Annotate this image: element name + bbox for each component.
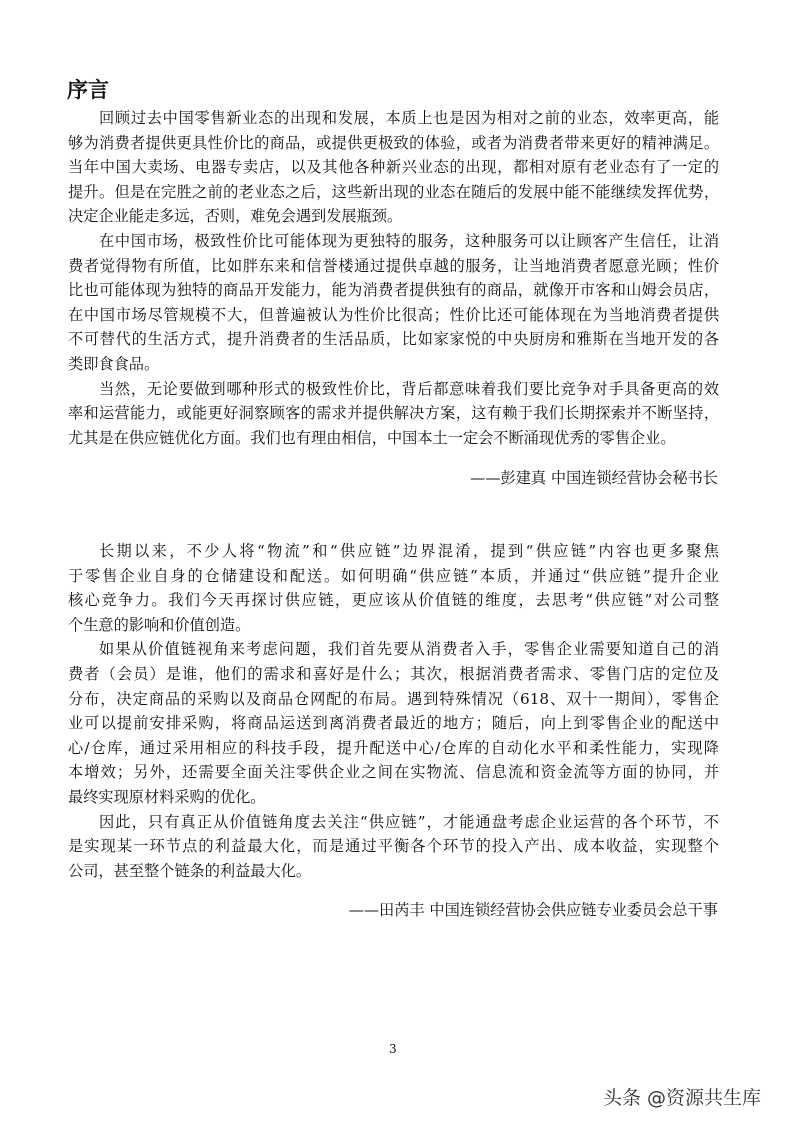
signature-1: ——彭建真 中国连锁经营协会秘书长 [470, 469, 718, 487]
paragraph-line: 尤其是在供应链优化方面。我们也有理由相信，中国本土一定会不断涌现优秀的零售企业。 [68, 428, 676, 447]
paragraph-line: 费者觉得物有所值，比如胖东来和信誉楼通过提供卓越的服务，让当地消费者愿意光顾；性价 [68, 256, 719, 275]
preface-section-2 [68, 539, 719, 883]
paragraph-line: 本增效；另外，还需要全面关注零供企业之间在实物流、信息流和资金流等方面的协同，并 [68, 763, 719, 782]
paragraph-line: 分布，决定商品的采购以及商品仓网配的布局。遇到特殊情况（618、双十一期间），零售企 [68, 689, 719, 708]
page-number: 3 [389, 1042, 397, 1056]
preface-section-1 [68, 106, 719, 450]
page-title: 序言 [67, 78, 109, 102]
paragraph-line: 心/仓库，通过采用相应的科技手段，提升配送中心/仓库的自动化水平和柔性能力，实现降 [68, 738, 719, 757]
paragraph-line: 是实现某一环节点的利益最大化，而是通过平衡各个环节的投入产出、成本收益，实现整个 [68, 837, 719, 856]
paragraph-line: 于零售企业自身的仓储建设和配送。如何明确“供应链”本质，并通过“供应链”提升企业 [68, 566, 719, 585]
paragraph-line: 决定企业能走多远，否则，难免会遇到发展瓶颈。 [68, 207, 403, 226]
paragraph-line: 个生意的影响和价值创造。 [68, 615, 251, 634]
paragraph-line: 提升。但是在完胜之前的老业态之后，这些新出现的业态在随后的发展中能不能继续发挥优势， [68, 182, 719, 201]
paragraph-line: 公司，甚至整个链条的利益最大化。 [68, 861, 311, 880]
paragraph-line: 当然，无论要做到哪种形式的极致性价比，背后都意味着我们要比竞争对手具备更高的效 [99, 379, 719, 398]
paragraph-line: 业可以提前安排采购，将商品运送到离消费者最近的地方；随后，向上到零售企业的配送中 [68, 714, 719, 733]
paragraph-line: 在中国市场，极致性价比可能体现为更独特的服务，这种服务可以让顾客产生信任，让消 [99, 231, 719, 250]
paragraph-line: 率和运营能力，或能更好洞察顾客的需求并提供解决方案，这有赖于我们长期探索并不断坚持， [68, 404, 719, 423]
watermark: 头条 @资源共生库 [603, 1087, 762, 1109]
paragraph-line: 当年中国大卖场、电器专卖店，以及其他各种新兴业态的出现，都相对原有老业态有了一定的 [68, 158, 719, 177]
paragraph-line: 不可替代的生活方式，提升消费者的生活品质，比如家家悦的中央厨房和雅斯在当地开发的各 [68, 330, 719, 349]
paragraph-line: 长期以来，不少人将“物流”和“供应链”边界混淆，提到“供应链”内容也更多聚焦 [99, 542, 719, 560]
paragraph-line: 在中国市场尽管规模不大，但普遍被认为性价比很高；性价比还可能体现在为当地消费者提供 [68, 305, 719, 324]
signature-2: ——田芮丰 中国连锁经营协会供应链专业委员会总干事 [348, 901, 718, 919]
paragraph-line: 比也可能体现为独特的商品开发能力，能为消费者提供独有的商品，就像开市客和山姆会员店， [68, 281, 719, 300]
paragraph-line: 类即食食品。 [68, 354, 160, 373]
paragraph-line: 因此，只有真正从价值链角度去关注“供应链”，才能通盘考虑企业运营的各个环节，不 [99, 812, 719, 831]
paragraph-line: 够为消费者提供更具性价比的商品，或提供更极致的体验，或者为消费者带来更好的精神满足。 [68, 133, 719, 152]
paragraph-line: 费者（会员）是谁，他们的需求和喜好是什么；其次，根据消费者需求、零售门店的定位及 [68, 664, 719, 683]
paragraph-line: 如果从价值链视角来考虑问题，我们首先要从消费者入手，零售企业需要知道自己的消 [99, 640, 719, 659]
paragraph-line: 最终实现原材料采购的优化。 [68, 787, 266, 806]
paragraph-line: 核心竞争力。我们今天再探讨供应链，更应该从价值链的维度，去思考“供应链”对公司整 [68, 591, 719, 610]
paragraph-line: 回顾过去中国零售新业态的出现和发展，本质上也是因为相对之前的业态，效率更高，能 [99, 109, 719, 127]
